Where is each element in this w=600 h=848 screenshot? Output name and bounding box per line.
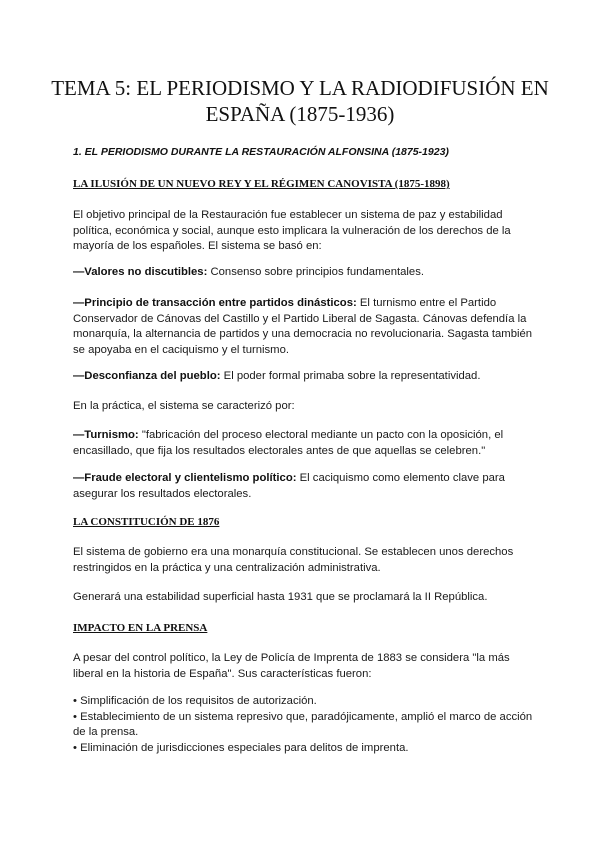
item-label: —Principio de transacción entre partidos dinásticos: xyxy=(73,297,357,309)
item-label: —Fraude electoral y clientelismo político: xyxy=(73,472,297,484)
item-valores xyxy=(73,265,535,281)
bullet-list xyxy=(73,694,535,756)
subheading-constitucion: LA CONSTITUCIÓN DE 1876 xyxy=(73,516,220,528)
item-text: Consenso sobre principios fundamentales. xyxy=(207,266,424,278)
subheading-regimen: LA ILUSIÓN DE UN NUEVO REY Y EL RÉGIMEN CANOVISTA (1875-1898) xyxy=(73,178,450,190)
list-item: • Simplificación de los requisitos de autorización. xyxy=(73,695,317,707)
list-item: • Eliminación de jurisdicciones especiales para delitos de imprenta. xyxy=(73,741,409,754)
item-transaccion xyxy=(73,296,535,358)
item-text: El poder formal primaba sobre la representatividad. xyxy=(220,370,481,382)
section-heading: 1. EL PERIODISMO DURANTE LA RESTAURACIÓN ALFONSINA (1875-1923) xyxy=(73,146,449,158)
item-turnismo xyxy=(73,428,535,459)
paragraph-press: A pesar del control político, la Ley de Policía de Imprenta de 1883 se considera "la más liberal en la historia de España". Sus características fueron: xyxy=(73,652,510,680)
item-text: El caciquismo como elemento clave para asegurar los resultados electorales. xyxy=(73,472,505,500)
paragraph-constitution-2: Generará una estabilidad superficial hasta 1931 que se proclamará la II República. xyxy=(73,591,488,603)
item-text: "fabricación del proceso electoral mediante un pacto con la oposición, el encasillado, que fija los resultados electorales antes de que aquellas se celebren." xyxy=(73,429,504,457)
item-label: —Turnismo: xyxy=(73,429,139,441)
item-fraude xyxy=(73,471,535,502)
paragraph-intro: El objetivo principal de la Restauración fue establecer un sistema de paz y estabilidad política, económica y social, aunque esto implicara la vulneración de los derechos de la mayoría de los españoles. El sistema se basó en: xyxy=(73,209,511,252)
item-text: El turnismo entre el Partido Conservador de Cánovas del Castillo y el Partido Liberal de Sagasta. Cánovas defendía la monarquía, la alternancia de partidos y una democracia no revolucionaria. Sagasta también se apoyaba en el caciquismo y el turnismo. xyxy=(73,297,533,356)
item-desconfianza xyxy=(73,369,535,385)
paragraph-practice: En la práctica, el sistema se caracterizó por: xyxy=(73,400,295,412)
page-title: TEMA 5: EL PERIODISMO Y LA RADIODIFUSIÓN EN ESPAÑA (1875-1936) xyxy=(51,76,549,126)
list-item: • Establecimiento de un sistema represivo que, paradójicamente, amplió el marco de acción de la prensa. xyxy=(73,710,533,738)
paragraph-constitution-1: El sistema de gobierno era una monarquía constitucional. Se establecen unos derechos restringidos en la práctica y una centralización administrativa. xyxy=(73,546,514,574)
item-label: —Desconfianza del pueblo: xyxy=(73,370,221,382)
subheading-prensa: IMPACTO EN LA PRENSA xyxy=(73,622,208,634)
item-label: —Valores no discutibles: xyxy=(73,266,208,278)
